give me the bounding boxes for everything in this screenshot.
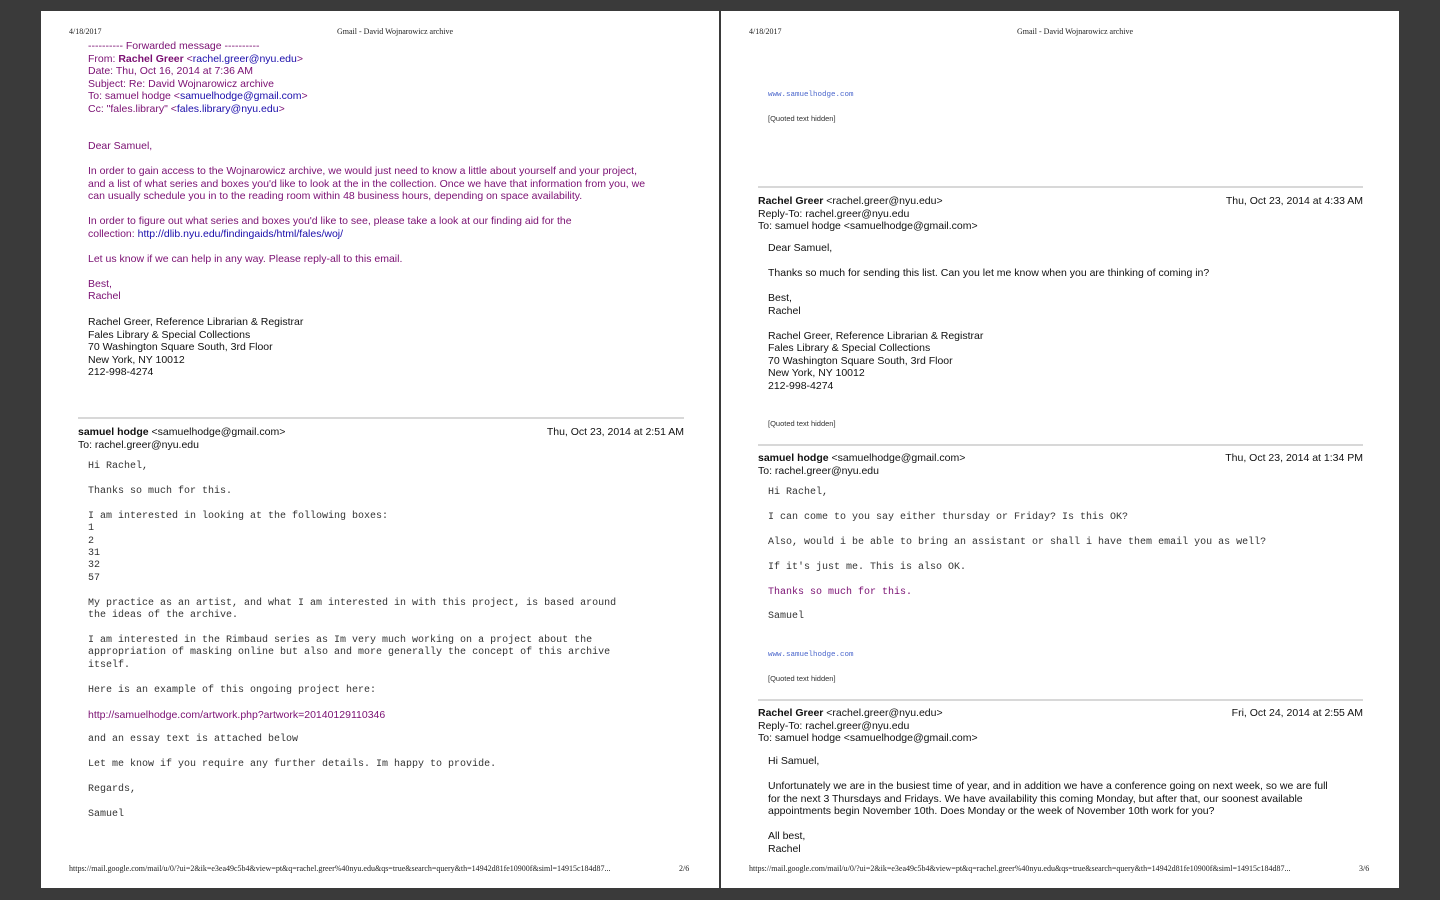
sender-email: <samuelhodge@gmail.com> [148, 426, 286, 438]
forwarded-cc: Cc: "fales.library" <fales.library@nyu.edu> [88, 102, 285, 115]
message-date: Thu, Oct 23, 2014 at 1:34 PM [1225, 452, 1363, 464]
body-line: Hi Samuel, [768, 755, 820, 767]
box-number: 32 [88, 560, 101, 572]
from-email-link[interactable]: rachel.greer@nyu.edu [192, 52, 297, 65]
forwarded-marker: ---------- Forwarded message ---------- [88, 40, 260, 52]
message-body [768, 242, 1209, 392]
forwarded-message [88, 40, 645, 303]
quoted-text-toggle[interactable]: [Quoted text hidden] [768, 114, 836, 123]
box-number: 2 [88, 535, 95, 547]
body-line: collection: http://dlib.nyu.edu/findingaids/html/fales/woj/ [88, 227, 344, 240]
body-line: My practice as an artist, and what I am interested in with this project, is based around [88, 597, 617, 609]
body-line: appointments begin November 10th. Does Monday or the week of November 10th work for you? [768, 805, 1215, 817]
signature [88, 316, 303, 379]
message-header [758, 195, 978, 233]
body-line: appropriation of masking online but also and more generally the concept of this archive [88, 647, 611, 659]
body-line: and a list of what series and boxes you'd like to look at the in the collection. Once we have that information from you, we [88, 177, 646, 190]
message-date: Thu, Oct 23, 2014 at 2:51 AM [546, 426, 684, 438]
recipient: To: rachel.greer@nyu.edu [758, 464, 879, 477]
message-header [758, 452, 965, 477]
quoted-text-toggle[interactable]: [Quoted text hidden] [768, 674, 836, 683]
sender-name: Rachel Greer [758, 707, 824, 719]
page-number: 3/6 [1359, 864, 1370, 873]
body-line: the ideas of the archive. [88, 610, 239, 622]
body-line: If it's just me. This is also OK. [768, 561, 967, 573]
body-line: Hi Rachel, [768, 487, 829, 498]
sig-line: 70 Washington Square South, 3rd Floor [768, 354, 953, 367]
sender-email: <samuelhodge@gmail.com> [828, 452, 966, 464]
body-line: Unfortunately we are in the busiest time of year, and in addition we have a conference going on next week, so we are full [768, 780, 1328, 792]
body-line: Dear Samuel, [768, 242, 833, 254]
message-body [768, 755, 1328, 855]
website-link[interactable]: www.samuelhodge.com [768, 651, 854, 659]
sender-name: samuel hodge [758, 452, 829, 464]
quoted-text-toggle[interactable]: [Quoted text hidden] [768, 419, 836, 428]
body-line: I am interested in looking at the following boxes: [88, 510, 389, 522]
message-divider [758, 186, 1363, 188]
body-line: itself. [88, 659, 131, 671]
recipient: To: rachel.greer@nyu.edu [78, 438, 199, 451]
sender-name: samuel hodge [78, 426, 149, 438]
forwarded-date: Date: Thu, Oct 16, 2014 at 7:36 AM [88, 65, 253, 77]
message-date: Fri, Oct 24, 2014 at 2:55 AM [1231, 707, 1363, 719]
forwarded-from: From: Rachel Greer <rachel.greer@nyu.edu> [88, 52, 303, 65]
closing-name: Rachel [768, 842, 801, 855]
closing: Best, [88, 277, 112, 290]
recipient: To: samuel hodge <samuelhodge@gmail.com> [758, 732, 978, 744]
box-number: 1 [88, 523, 95, 535]
box-number: 31 [88, 547, 101, 559]
print-page-3 [721, 11, 1399, 888]
print-title: Gmail - David Wojnarowicz archive [337, 27, 454, 36]
body-line: Here is an example of this ongoing project here: [88, 684, 377, 696]
forwarded-to: To: samuel hodge <samuelhodge@gmail.com> [88, 90, 308, 102]
body-line: Samuel [768, 611, 805, 623]
page-number: 2/6 [679, 864, 690, 873]
print-date: 4/18/2017 [749, 27, 782, 36]
closing: Best, [768, 292, 792, 304]
message-divider [758, 444, 1363, 446]
body-line: Also, would i be able to bring an assistant or shall i have them email you as well? [768, 536, 1267, 548]
website-link[interactable]: www.samuelhodge.com [768, 91, 854, 99]
body-line: can usually schedule you in to the reading room within 48 business hours, depending on space availability. [88, 190, 583, 202]
to-email-link[interactable]: samuelhodge@gmail.com [179, 90, 302, 102]
recipient: To: samuel hodge <samuelhodge@gmail.com> [758, 220, 978, 232]
message-header [758, 707, 978, 745]
print-title: Gmail - David Wojnarowicz archive [1017, 27, 1134, 36]
sig-line: Rachel Greer, Reference Librarian & Registrar [768, 329, 984, 342]
message-divider [758, 699, 1363, 701]
message-body [768, 487, 1266, 624]
body-line: Let us know if we can help in any way. Please reply-all to this email. [88, 252, 403, 265]
reply-to: Reply-To: rachel.greer@nyu.edu [758, 207, 910, 220]
reply-to: Reply-To: rachel.greer@nyu.edu [758, 719, 910, 732]
sig-line: 212-998-4274 [88, 366, 154, 378]
body-line: I can come to you say either thursday or Friday? Is this OK? [768, 511, 1129, 523]
body-line: Thanks so much for sending this list. Can you let me know when you are thinking of coming in? [768, 267, 1210, 279]
box-number: 57 [88, 572, 101, 584]
body-line: Regards, [88, 784, 137, 796]
sig-line: New York, NY 10012 [88, 353, 185, 366]
sig-line: 70 Washington Square South, 3rd Floor [88, 341, 273, 353]
body-line: for the next 3 Thursdays and Fridays. We have availability this coming Monday, but after that, our soonest available [768, 792, 1303, 805]
finding-aid-link[interactable]: http://dlib.nyu.edu/findingaids/html/fales/woj/ [137, 227, 344, 240]
body-line: Let me know if you require any further details. Im happy to provide. [88, 759, 497, 771]
footer-url: https://mail.google.com/mail/u/0/?ui=2&ik=e3ea49c5b4&view=pt&q=rachel.greer%40nyu.edu&qs=true&search=query&th=14942d81fe10900f&siml=14915c184d87... [749, 864, 1291, 873]
closing: All best, [768, 830, 806, 842]
forwarded-subject: Subject: Re: David Wojnarowicz archive [88, 77, 274, 90]
message-date: Thu, Oct 23, 2014 at 4:33 AM [1225, 195, 1363, 207]
body-line: I am interested in the Rimbaud series as Im very much working on a project about the [88, 634, 593, 646]
message-body [88, 461, 616, 821]
sender-name: Rachel Greer [758, 195, 824, 207]
sender-email: <rachel.greer@nyu.edu> [823, 195, 943, 207]
sender-email: <rachel.greer@nyu.edu> [823, 707, 943, 719]
artwork-link[interactable]: http://samuelhodge.com/artwork.php?artwork=20140129110346 [88, 709, 386, 722]
body-line: and an essay text is attached below [88, 734, 299, 746]
sig-line: Rachel Greer, Reference Librarian & Registrar [88, 316, 304, 328]
sig-line: 212-998-4274 [768, 379, 834, 392]
body-line: In order to figure out what series and boxes you'd like to see, please take a look at our finding aid for the [88, 215, 572, 227]
sig-line: Fales Library & Special Collections [88, 328, 251, 341]
body-line: Samuel [88, 809, 125, 821]
closing-name: Rachel [768, 304, 801, 317]
body-line: Thanks so much for this. [768, 586, 913, 598]
message-divider [78, 417, 684, 419]
message-header [78, 426, 285, 451]
body-line: In order to gain access to the Wojnarowicz archive, we would just need to know a little about yourself and your project, [88, 165, 638, 177]
sig-line: Fales Library & Special Collections [768, 342, 931, 354]
cc-email-link[interactable]: fales.library@nyu.edu [176, 102, 279, 115]
body-line: Thanks so much for this. [88, 485, 233, 497]
body-line: Hi Rachel, [88, 461, 149, 472]
sig-line: New York, NY 10012 [768, 367, 865, 379]
footer-url: https://mail.google.com/mail/u/0/?ui=2&ik=e3ea49c5b4&view=pt&q=rachel.greer%40nyu.edu&qs=true&search=query&th=14942d81fe10900f&siml=14915c184d87... [69, 864, 611, 873]
forwarded-greeting: Dear Samuel, [88, 140, 153, 152]
print-page-2 [41, 11, 719, 888]
closing-name: Rachel [88, 290, 121, 302]
print-date: 4/18/2017 [69, 27, 102, 36]
